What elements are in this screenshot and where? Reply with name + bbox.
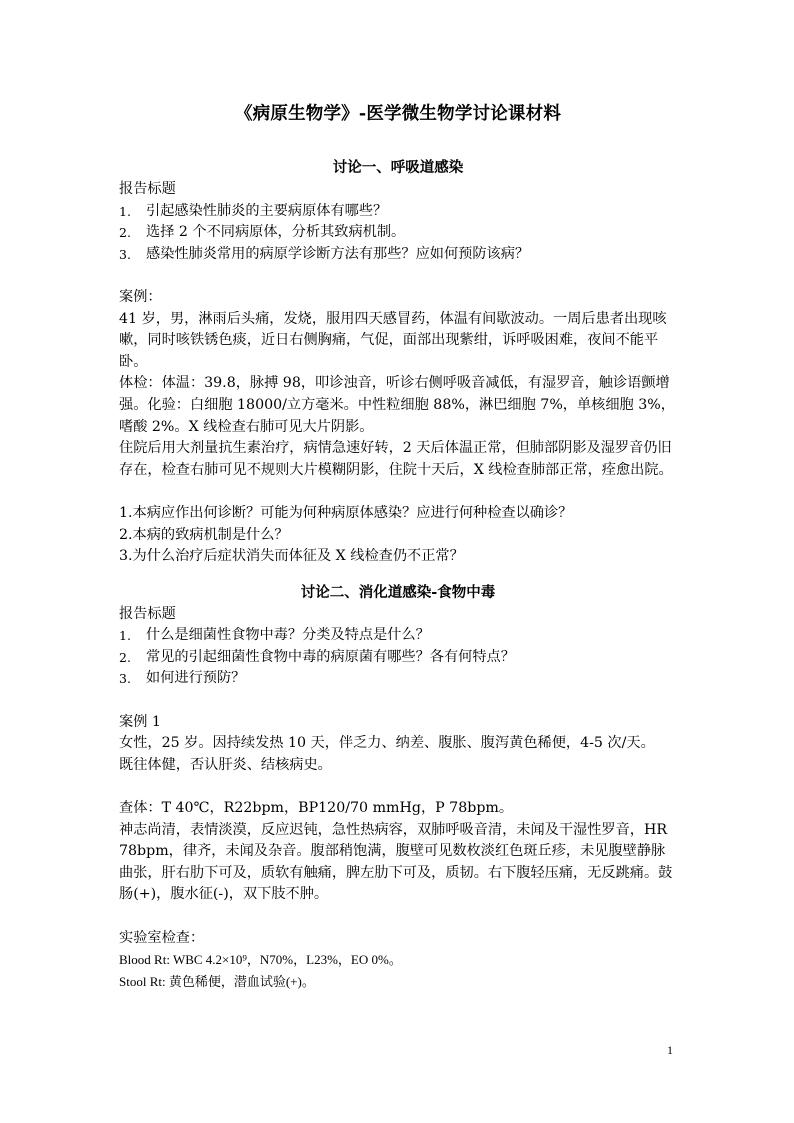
question: 1.本病应作出何诊断？可能为何种病原体感染？应进行何种检查以确诊？ <box>119 504 573 521</box>
section-1-case-label: 案例： <box>119 288 162 305</box>
list-item: 1. 什么是细菌性食物中毒？分类及特点是什么？ <box>119 627 430 644</box>
section-2-case-label: 案例 1 <box>119 713 161 730</box>
section-2-report-label: 报告标题 <box>119 605 176 622</box>
lab-stool: Stool Rt: 黄色稀便，潜血试验(+)。 <box>119 973 315 989</box>
list-item: 2. 选择 2 个不同病原体，分析其致病机制。 <box>119 224 406 241</box>
lab-blood: Blood Rt: WBC 4.2×10⁹，N70%，L23%，EO 0%。 <box>119 952 402 968</box>
section-1-report-label: 报告标题 <box>119 181 176 197</box>
lab-label: 实验室检查： <box>119 929 205 946</box>
section-1-heading: 讨论一、呼吸道感染 <box>332 159 464 176</box>
case-paragraph: 41 岁，男，淋雨后头痛，发烧，服用四天感冒药，体温有间歇波动。一周后患者出现咳嗽，同时咳铁锈色痰，近日右侧胸痛，气促，面部出现紫绀，诉呼吸困难，夜间不能平卧。 <box>119 310 667 370</box>
section-2-heading: 讨论二、消化道感染-食物中毒 <box>300 583 496 601</box>
list-item: 1. 引起感染性肺炎的主要病原体有哪些？ <box>119 202 388 219</box>
page-number: 1 <box>667 1043 673 1057</box>
medical-history: 既往体健，否认肝炎、结核病史。 <box>119 756 332 773</box>
question: 2.本病的致病机制是什么？ <box>119 526 289 543</box>
case-paragraph: 住院后用大剂量抗生素治疗，病情急速好转，2 天后体温正常，但肺部阴影及湿罗音仍旧存在，检查右肺可见不规则大片模糊阴影，住院十天后，X 线检查肺部正常，痊愈出院。 <box>119 440 673 478</box>
document-title: 《病原生物学》-医学微生物学讨论课材料 <box>234 104 562 124</box>
section-1-report-list <box>119 201 677 266</box>
case-intro: 女性，25 岁。因持续发热 10 天，伴乏力、纳差、腹胀、腹泻黄色稀便，4-5 次/天。 <box>119 735 655 752</box>
list-item: 3. 如何进行预防？ <box>119 670 246 687</box>
document-page <box>119 100 677 992</box>
list-item: 2. 常见的引起细菌性食物中毒的病原菌有哪些？各有何特点？ <box>119 648 515 665</box>
exam-paragraph: 神志尚清，表情淡漠，反应迟钝，急性热病容，双肺呼吸音清，未闻及干湿性罗音，HR 78bpm，律齐，未闻及杂音。腹部稍饱满，腹壁可见数枚淡红色斑丘疹，未见腹壁静脉曲张，肝右肋下可及，质软有触痛，脾左肋下可及，质韧。右下腹轻压痛，无反跳痛。鼓肠(+)，腹水征(-)，双下肢不肿。 <box>119 821 673 903</box>
section-2-report-list <box>119 625 677 690</box>
question: 3.为什么治疗后症状消失而体征及 X 线检查仍不正常？ <box>119 548 464 565</box>
list-item: 3. 感染性肺炎常用的病原学诊断方法有那些？应如何预防该病？ <box>119 245 530 262</box>
exam-line: 查体：T 40℃，R22bpm，BP120/70 mmHg，P 78bpm。 <box>119 800 514 817</box>
case-paragraph: 体检：体温：39.8，脉搏 98，叩诊浊音，听诊右侧呼吸音减低，有湿罗音，触诊语颤增强。化验：白细胞 18000/立方毫米。中性粒细胞 88%，淋巴细胞 7%，单核细胞 3%，嗜酸 2%。X 线检查右肺可见大片阴影。 <box>119 375 675 435</box>
